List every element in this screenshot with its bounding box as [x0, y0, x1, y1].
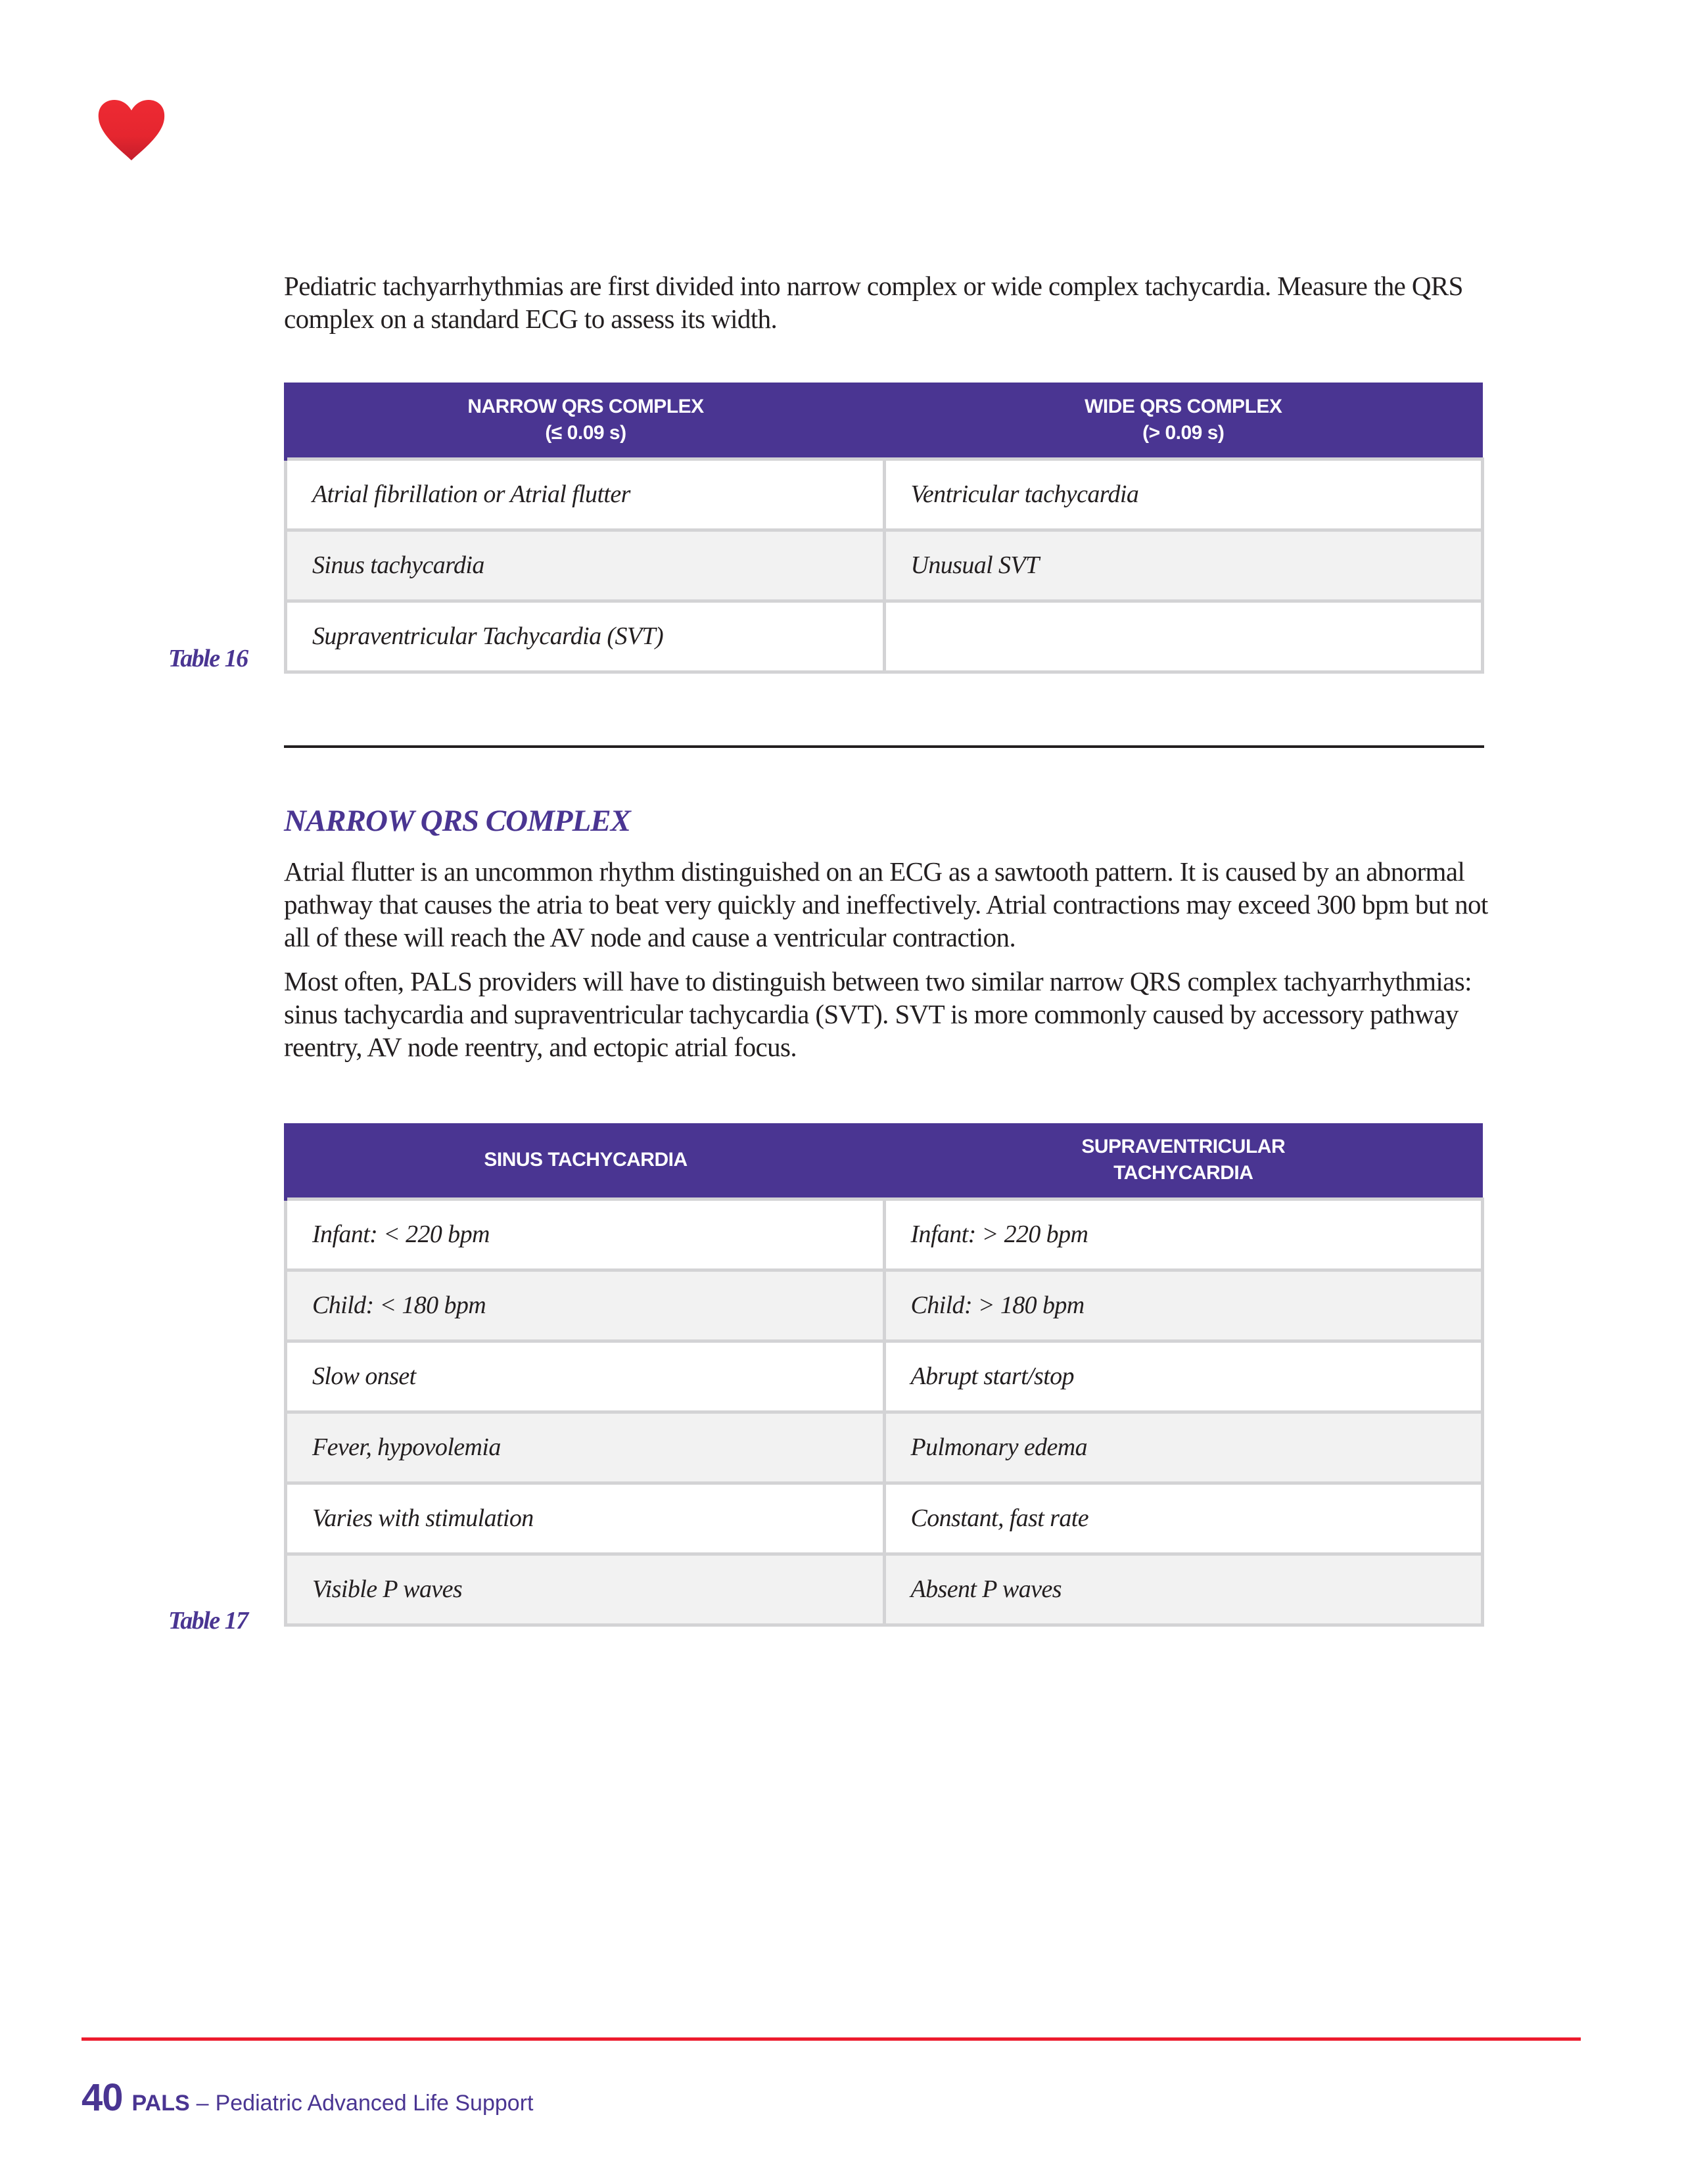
table-17-sinus-vs-svt [284, 1123, 1484, 1627]
table-row [286, 1270, 1483, 1341]
table-row [286, 459, 1483, 530]
table-row [286, 1341, 1483, 1412]
page-number: 40 [82, 2076, 123, 2119]
header-title: WIDE QRS COMPLEX [1085, 395, 1282, 417]
table-16-label: Table 16 [168, 645, 248, 672]
table-row [286, 530, 1483, 601]
footer-rule [82, 2037, 1581, 2041]
table-cell: Infant: < 220 bpm [286, 1199, 885, 1270]
table-header-row [286, 383, 1483, 459]
header-wide-qrs [884, 383, 1483, 459]
table-row [286, 1199, 1483, 1270]
table-cell: Fever, hypovolemia [286, 1412, 885, 1483]
table-cell: Sinus tachycardia [286, 530, 885, 601]
table-row [286, 1412, 1483, 1483]
intro-paragraph: Pediatric tachyarrhythmias are first divided into narrow complex or wide complex tachycardia. Measure the QRS complex on a standard ECG to assess its width. [284, 271, 1463, 334]
footer-separator: – [196, 2091, 209, 2116]
header-sinus-tachycardia [286, 1123, 885, 1199]
table-16-qrs-width [284, 383, 1484, 674]
heart-icon [97, 99, 166, 160]
table-cell: Child: < 180 bpm [286, 1270, 885, 1341]
header-title: SINUS TACHYCARDIA [484, 1149, 688, 1171]
table-cell: Infant: > 220 bpm [884, 1199, 1483, 1270]
header-subtitle: (> 0.09 s) [1142, 421, 1225, 444]
header-title: SUPRAVENTRICULAR [1081, 1136, 1286, 1158]
section-heading: NARROW QRS COMPLEX [284, 804, 630, 838]
table-cell: Unusual SVT [884, 530, 1483, 601]
table-cell: Ventricular tachycardia [884, 459, 1483, 530]
table-cell: Supraventricular Tachycardia (SVT) [286, 601, 885, 672]
header-subtitle: TACHYCARDIA [1113, 1162, 1253, 1184]
table-cell: Abrupt start/stop [884, 1341, 1483, 1412]
footer-subtitle: Pediatric Advanced Life Support [215, 2091, 534, 2116]
header-subtitle: (≤ 0.09 s) [545, 421, 626, 444]
header-supraventricular-tachycardia [884, 1123, 1483, 1199]
table-cell: Atrial fibrillation or Atrial flutter [286, 459, 885, 530]
table-cell: Slow onset [286, 1341, 885, 1412]
table-cell: Child: > 180 bpm [884, 1270, 1483, 1341]
table-row [286, 1483, 1483, 1554]
paragraph-atrial-flutter: Atrial flutter is an uncommon rhythm distinguished on an ECG as a sawtooth pattern. It is caused by an abnormal pathway that causes the atria to beat very quickly and ineffectively. Atrial contractions may exceed 300 bpm but not all of these will reach the AV node and cause a ventricular contraction. [284, 856, 1488, 952]
table-cell: Absent P waves [884, 1554, 1483, 1625]
header-title: NARROW QRS COMPLEX [467, 395, 704, 417]
section-divider [284, 745, 1484, 748]
table-cell [884, 601, 1483, 672]
footer-brand: PALS [131, 2091, 190, 2116]
table-cell: Pulmonary edema [884, 1412, 1483, 1483]
table-17-label: Table 17 [168, 1607, 248, 1635]
header-narrow-qrs [286, 383, 885, 459]
page-footer [82, 2076, 533, 2120]
table-cell: Varies with stimulation [286, 1483, 885, 1554]
table-header-row [286, 1123, 1483, 1199]
table-cell: Constant, fast rate [884, 1483, 1483, 1554]
table-row [286, 1554, 1483, 1625]
table-cell: Visible P waves [286, 1554, 885, 1625]
table-row [286, 601, 1483, 672]
paragraph-svt: Most often, PALS providers will have to distinguish between two similar narrow QRS complex tachyarrhythmias: sinus tachycardia and supraventricular tachycardia (SVT). SVT is more commonly caused by accessory pathway reentry, AV node reentry, and ectopic atrial focus. [284, 966, 1472, 1062]
